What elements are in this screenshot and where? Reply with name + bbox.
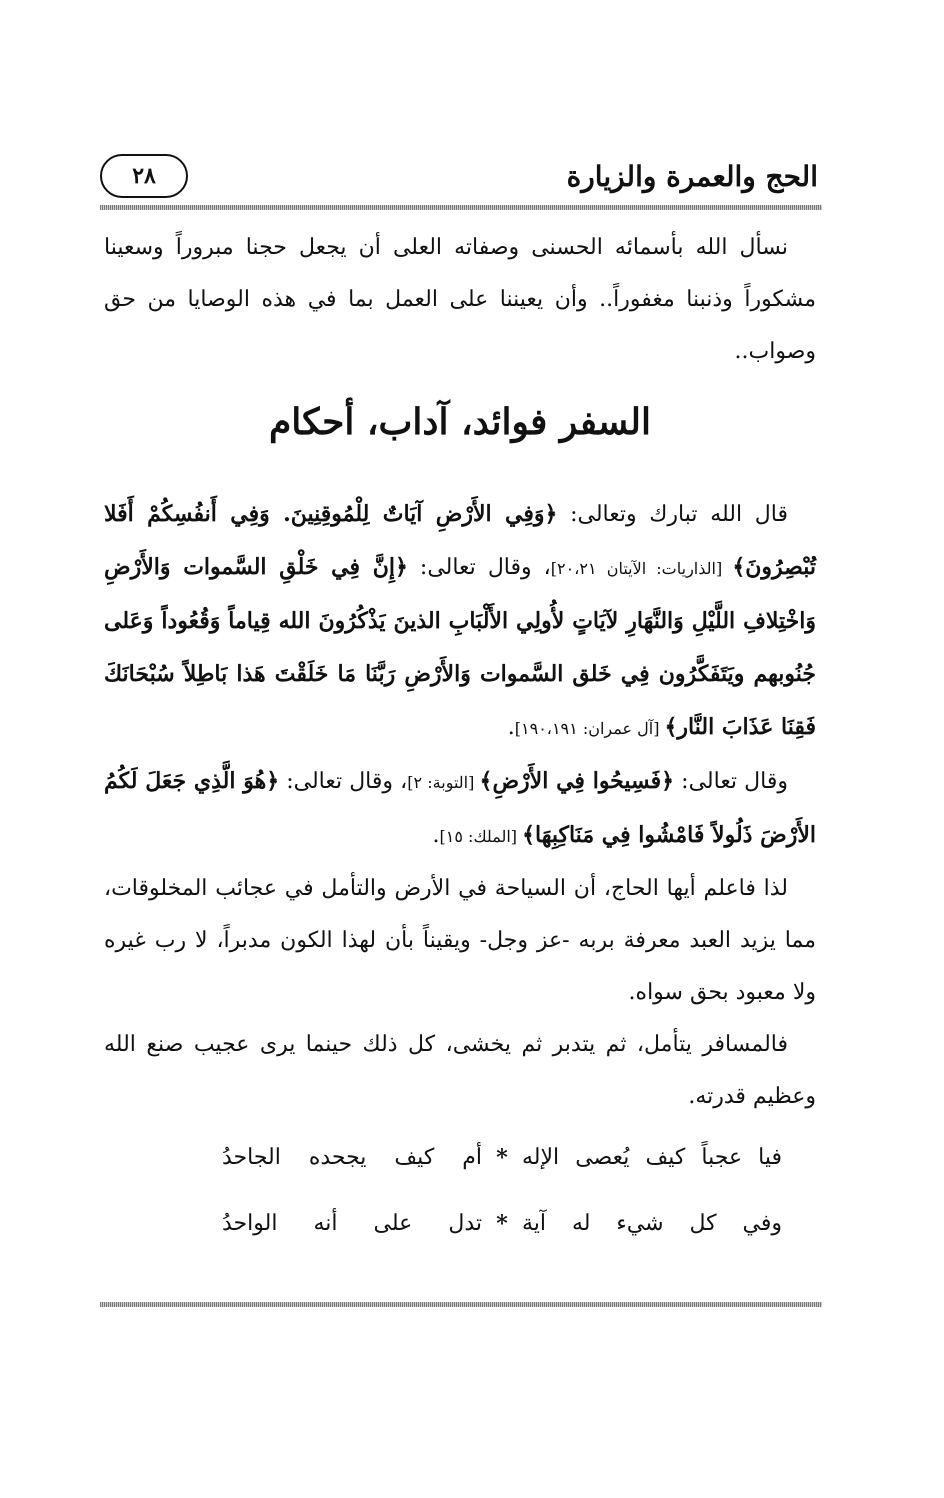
- quran-verse: ﴿فَسِيحُوا فِي الأَرْضِ﴾: [479, 768, 675, 794]
- quran-paragraph-1: [104, 488, 816, 755]
- poem-first-hemistich: وفي كل شيء له آية: [522, 1211, 782, 1236]
- quran-paragraph-2: [104, 755, 816, 863]
- book-title: الحج والعمرة والزيارة: [566, 159, 818, 193]
- reflection-paragraph: لذا فاعلم أيها الحاج، أن السياحة في الأرض والتأمل في عجائب المخلوقات، مما يزيد العبد معرفة بربه -عز وجل- ويقيناً بأن لهذا الكون مدبراً، لا رب غيره ولا معبود بحق سواه.: [104, 876, 816, 1005]
- intro-paragraph: نسأل الله بأسمائه الحسنى وصفاته العلى أن يجعل حجنا مبروراً وسعينا مشكوراً وذنبنا مغفوراً.. وأن يعيننا على العمل بما في هذه الوصايا من حق وصواب..: [104, 235, 816, 364]
- paragraph-lead: قال الله تبارك وتعالى:: [557, 502, 789, 527]
- paragraph-end: .: [507, 715, 515, 740]
- quran-verse: ﴿هُوَ الَّذِي جَعَلَ لَكُمُ الأَرْضَ ذَلُولاً فَامْشُوا فِي مَنَاكِبِهَا﴾: [104, 768, 816, 848]
- poem-separator: *: [496, 1145, 508, 1171]
- footer-divider: [100, 1302, 822, 1307]
- section-heading: السفر فوائد، آداب، أحكام: [268, 401, 652, 443]
- paragraph-end: .: [432, 823, 440, 848]
- header-divider: [100, 205, 822, 210]
- verse-reference: [آل عمران: ١٩٠،١٩١]: [514, 719, 665, 738]
- paragraph-connector: ، وقال تعالى:: [279, 769, 408, 794]
- verse-reference: [الذاريات: الآيتان ٢٠،٢١]: [550, 559, 733, 578]
- verse-reference: [الملك: ١٥]: [439, 827, 523, 846]
- poem-line: [104, 1191, 816, 1257]
- traveler-paragraph: فالمسافر يتأمل، ثم يتدبر ثم يخشى، كل ذلك حينما يرى عجيب صنع الله وعظيم قدرته.: [104, 1032, 816, 1109]
- quran-verse: ﴿إِنَّ فِي خَلْقِ السَّموات وَالأَرْضِ وَاخْتِلافِ اللَّيْلِ وَالنَّهَارِ لآيَاتٍ لأُولِي الأَلْبَابِ الذينَ يَذْكُرُونَ الله قِياماً وَقُعُوداً وَعَلى جُنُوبهم ويَتَفَكَّرُون فِي خَلق السَّموات وَالأَرْضِ رَبَّنَا مَا خَلَقْتَ هَذا بَاطِلاً سُبْحَانَكَ فَقِنَا عَذَابَ النَّار﴾: [104, 554, 816, 740]
- poem-separator: *: [496, 1211, 508, 1237]
- poem-second-hemistich: أم كيف يجحده الجاحدُ: [222, 1145, 482, 1170]
- poem: [104, 1125, 816, 1257]
- page-body: [104, 222, 816, 1257]
- page-number-badge: ٢٨: [100, 154, 188, 198]
- poem-first-hemistich: فيا عجباً كيف يُعصى الإله: [522, 1145, 782, 1170]
- paragraph-connector: ، وقال تعالى:: [407, 555, 551, 580]
- page-header: [100, 150, 824, 202]
- paragraph-lead: وقال تعالى:: [674, 769, 788, 794]
- poem-second-hemistich: تدل على أنه الواحدُ: [222, 1211, 482, 1236]
- poem-line: [104, 1125, 816, 1191]
- quran-verse: ﴿وَفِي الأَرْضِ آيَاتٌ لِلْمُوقِنِينَ. وَفِي أَنفُسِكُمْ أَفَلا تُبْصِرُونَ﴾: [104, 501, 816, 580]
- verse-reference: [التوبة: ٢]: [407, 773, 480, 792]
